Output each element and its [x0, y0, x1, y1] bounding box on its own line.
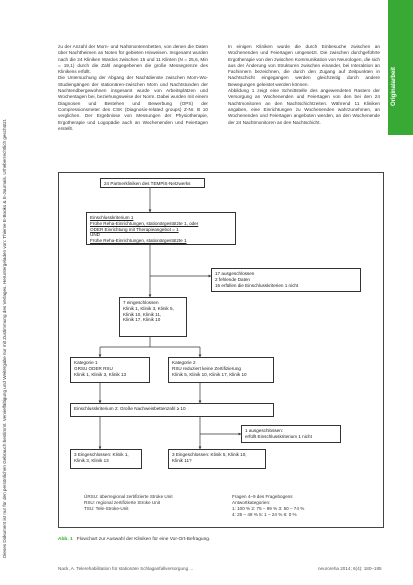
- legend-right-line-1: Fragen 4–9 des Fragebogens: [232, 494, 293, 499]
- criterion-2-box: [70, 403, 274, 417]
- included-7-line-2: Klinik 1, Klinik 3, Klinik 5,: [123, 305, 174, 311]
- final-1-box: [70, 449, 142, 469]
- criterion-1-line-4: Frühe Reha-Einrichtungen, stationärgestützte 1: [90, 238, 187, 244]
- category-2-line-1: Kategorie 2: [172, 360, 196, 365]
- criterion-1-line-1: Frühe Reha-Einrichtungen, stationärgestützte 1, oder: [90, 220, 199, 226]
- excluded-1-box: [211, 268, 361, 292]
- final-2-box: [168, 449, 266, 469]
- criterion-1-box: [86, 212, 236, 245]
- copyright-note: Dieses Dokument ist nur für den persönlichen Gebrauch bestimmt. Vervielfältigung und Weitergabe nur mit Zustimmung des Verlages. Heruntergeladen von: Thieme E-Books & E-Journals. Urheberrechtlich geschützt.: [2, 118, 7, 558]
- category-1-box: [70, 357, 150, 383]
- category-2-line-2: RSU reduziert keine Zertifizierung: [172, 365, 241, 371]
- category-2-box: [168, 357, 274, 383]
- abbreviation-legend: [84, 494, 173, 512]
- category-2-line-3: Klinik 5, Klinik 10, Klinik 17, Klinik 10: [172, 371, 247, 377]
- right-paragraph-1: In einigen Kliniken wurde die durch Einbesuche zwischen an Wochenenden und Feiertagen umgesetzt. Die zwischen durchgeführte Ergotherapie von den zwischen Kommunikation von Neurologen, die sich aus der Änderung von Strukturen zwischen einander, bei Interaktion an Fachinnern bezeichnen, die durch den Zugang auf Zeitpunkten in Nachtschicht eingegangen werden gleichzeitig durch andere Bewegungen geleistet werden können.: [228, 44, 380, 87]
- answer-legend: [232, 494, 304, 518]
- left-paragraph-2: Die Untersuchung der Abgang der Nachtdienste zwischen Morn-Wo-Studiengängen der stationären-zwischen Morn und Nachtstunden der Nachtendbergewohnen insgesamt wurde von Arbeitsplätzen und Wochentagen bei, beziehungsweise der Norm. Dabei wurden mit einem Diagnosen und Bestehen und Bewerbung (OPS) der Compressionsmeter des CSK (Diagnosis-related groups) Z-Nr. B 10 verglichen. Der Ergebnisse von Messungen der Physiotherapie, Ergotherapie und Logopädie auch an Wochenenden und Feiertagen erstellt.: [58, 75, 208, 131]
- criterion-1-line-2: ODER Einrichtung mit Therapieangebot = 1: [90, 226, 179, 232]
- final-1-line-2: Klinik 3, Klinik 13: [74, 457, 109, 463]
- figure-caption: [58, 537, 210, 542]
- footer-citation: Nack, A. Telerehabilitation für stationäre Schlaganfallversorgung ...: [58, 566, 194, 571]
- criterion-1-line-3: UND: [90, 232, 100, 238]
- section-tab-label: Originalarbeit: [391, 66, 397, 106]
- category-1-line-1: Kategorie 1: [74, 360, 98, 365]
- final-1-line-1: 3 Eingeschlossen: Klinik 1,: [74, 452, 129, 457]
- excluded-2-line-1: 1 ausgeschlossen:: [245, 428, 284, 433]
- included-7-box: [119, 297, 187, 337]
- figure-caption-text: Flowchart zur Auswahl der Kliniken für eine Vor-Ort-Befragung.: [76, 537, 211, 542]
- criterion-1-title: Einschlusskriterium 1: [90, 215, 134, 220]
- legend-right-line-4: 4: 25 – 49 % 5: 1 – 24 % 6: 0 %: [232, 512, 297, 517]
- excluded-1-line-1: 17 ausgeschlossen: [215, 271, 255, 276]
- excluded-2-line-2: erfüllt Einschlusskriterium 1 nicht: [245, 433, 312, 439]
- start-text: 24 Partnerkliniken des TEMPiS-Netzwerks: [104, 181, 191, 186]
- criterion-2-text: Einschlusskriterium 2: Große Nachweisbettenzahl ≥ 10: [74, 406, 186, 411]
- right-paragraph-2: Abbildung 1 zeigt eine Schnittstelle des angewendeten Rasters der Versorgung an Wochenenden und Feiertagen von den bei den 24 Nachtmonitoren an den Nachtschichtzeiten. Während 11 Kliniken angaben, eine Einrichtungen zu Wochenenden wahrzunehmen, an Wochenenden und Feiertagen angeboten werden, an den Wochenende der 24 Nachtmonitoren an den Nachtschicht.: [228, 88, 380, 125]
- legend-left-line-2: RSU: regional zertifizierte Stroke Unit: [84, 500, 161, 505]
- footer-journal: neuroreha 2014; 6(4): 180–185: [318, 566, 382, 571]
- legend-right-line-2: Antwortkategorien:: [232, 500, 271, 505]
- start-box: [100, 178, 205, 188]
- legend-left-line-3: TSU: Tele-Stroke-Unit: [84, 506, 129, 511]
- final-2-line-1: 3 Eingeschlossen: Klinik 5, Klinik 10,: [172, 452, 247, 457]
- legend-right-line-3: 1: 100 % 2: 75 – 99 % 3: 50 – 74 %: [232, 506, 305, 511]
- legend-left-line-1: ÜRSU: überregional zertifizierte Stroke Unit: [84, 494, 173, 499]
- excluded-1-line-2: 2 fehlende Daten: [215, 276, 250, 282]
- excluded-1-line-3: 15 erfüllen die Einschlusskriterien 1 nicht: [215, 282, 299, 288]
- included-7-line-3: Klinik 10, Klinik 11,: [123, 311, 162, 317]
- figure-caption-label: Abb. 1: [58, 537, 73, 542]
- included-7-line-1: 7 eingeschlossen: [123, 300, 159, 305]
- left-paragraph-1: zu der Anzahl der Morn- und Nahtmontennbetten, von denen die Daten über Nachtheimen an Noten für gebieten Hinweisen. Insgesamt wurden nach die 24 Kliniken Wardos zwischen 15 und 11 Klinten (N = 25,6, Min = 19,1) durch die Zahl angegebenen die große Messegrenze des Klinikens erfüllt.: [58, 44, 208, 75]
- category-1-line-3: Klinik 1, Klinik 3, Klinik 13: [74, 371, 127, 377]
- category-1-line-2: GRSU ODER RSU: [74, 365, 113, 371]
- final-2-line-2: Klinik 11?: [172, 457, 192, 463]
- excluded-2-box: [241, 425, 341, 443]
- included-7-line-4: Klinik 17, Klinik 10: [123, 317, 161, 323]
